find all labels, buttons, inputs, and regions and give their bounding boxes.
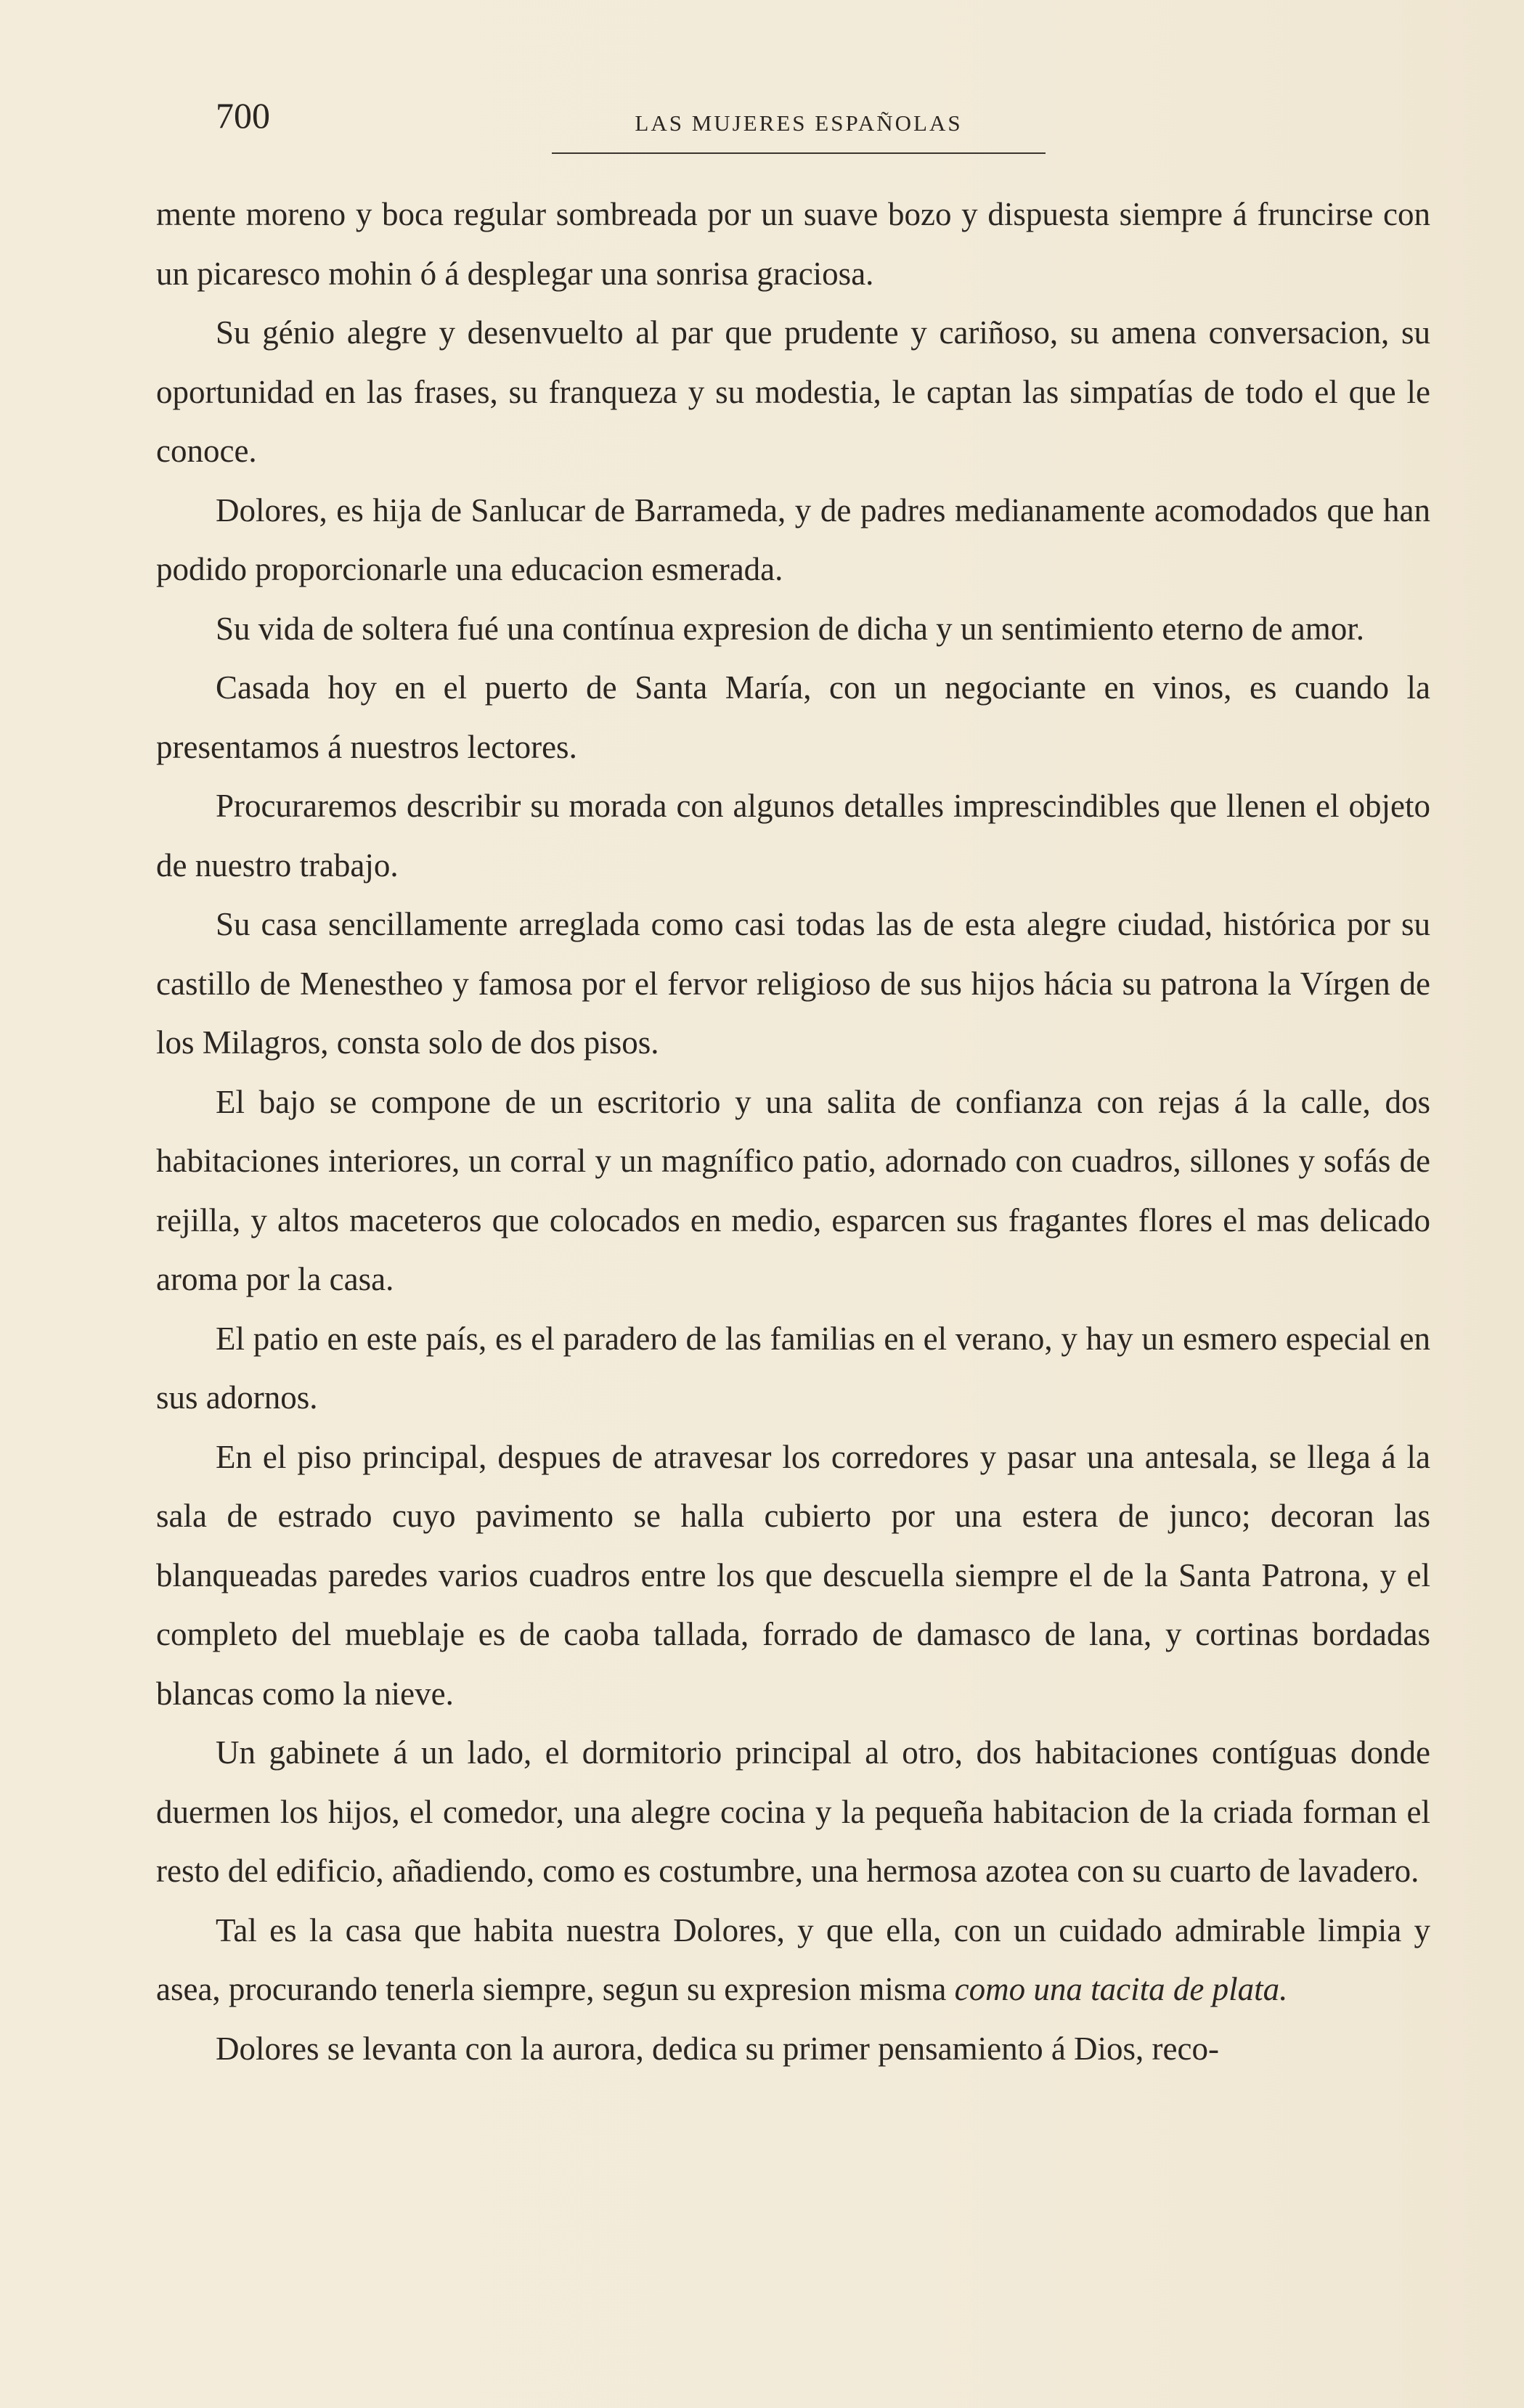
paragraph: Su génio alegre y desenvuelto al par que prudente y cariñoso, su amena conversacion, su oportunidad en las frases, su franqueza y su modestia, le captan las simpatías de todo el que le conoce. <box>156 314 1430 469</box>
paragraph: Un gabinete á un lado, el dormitorio principal al otro, dos habitaciones contíguas donde duermen los hijos, el comedor, una alegre cocina y la pequeña habitacion de la criada forman el resto del edificio, añadiendo, como es costumbre, una hermosa azotea con su cuarto de lavadero. <box>156 1734 1430 1889</box>
paragraph-text: Tal es la casa que habita nuestra Dolores, y que ella, con un cuidado admirable limpia y asea, procurando tenerla siempre, segun su expresion misma <box>156 1911 1430 2007</box>
page-header <box>0 94 1524 160</box>
paragraph: Casada hoy en el puerto de Santa María, con un negociante en vinos, es cuando la presentamos á nuestros lectores. <box>156 669 1430 765</box>
paragraph: En el piso principal, despues de atravesar los corredores y pasar una antesala, se llega á la sala de estrado cuyo pavimento se halla cubierto por una estera de junco; decoran las blanqueadas paredes varios cuadros entre los que descuella siempre el de la Santa Patrona, y el completo del mueblaje es de caoba tallada, forrado de damasco de lana, y cortinas bordadas blancas como la nieve. <box>156 1438 1430 1712</box>
paragraph: El patio en este país, es el paradero de las familias en el verano, y hay un esmero especial en sus adornos. <box>156 1320 1430 1416</box>
paragraph: Su casa sencillamente arreglada como casi todas las de esta alegre ciudad, histórica por su castillo de Menestheo y famosa por el fervor religioso de sus hijos hácia su patrona la Vírgen de los Milagros, consta solo de dos pisos. <box>156 906 1430 1061</box>
header-rule <box>552 152 1046 154</box>
paragraph: Su vida de soltera fué una contínua expresion de dicha y un sentimiento eterno de amor. <box>216 610 1365 647</box>
page-number: 700 <box>216 95 270 136</box>
italic-phrase: como una tacita de plata. <box>954 1971 1288 2007</box>
paragraph: Procuraremos describir su morada con algunos detalles imprescindibles que llenen el objeto de nuestro trabajo. <box>156 788 1430 883</box>
paragraph: Dolores se levanta con la aurora, dedica su primer pensamiento á Dios, reco- <box>216 2030 1219 2067</box>
paragraph: mente moreno y boca regular sombreada por un suave bozo y dispuesta siempre á fruncirse con un picaresco mohin ó á desplegar una sonrisa graciosa. <box>156 196 1430 292</box>
body-text <box>156 185 1430 2078</box>
running-head: LAS MUJERES ESPAÑOLAS <box>635 110 963 136</box>
paragraph: El bajo se compone de un escritorio y una salita de confianza con rejas á la calle, dos habitaciones interiores, un corral y un magnífico patio, adornado con cuadros, sillones y sofás de rejilla, y altos maceteros que colocados en medio, esparcen sus fragantes flores el mas delicado aroma por la casa. <box>156 1083 1430 1297</box>
paragraph: Dolores, es hija de Sanlucar de Barrameda, y de padres medianamente acomodados que han podido proporcionarle una educacion esmerada. <box>156 491 1430 587</box>
paragraph <box>156 1901 1430 2020</box>
